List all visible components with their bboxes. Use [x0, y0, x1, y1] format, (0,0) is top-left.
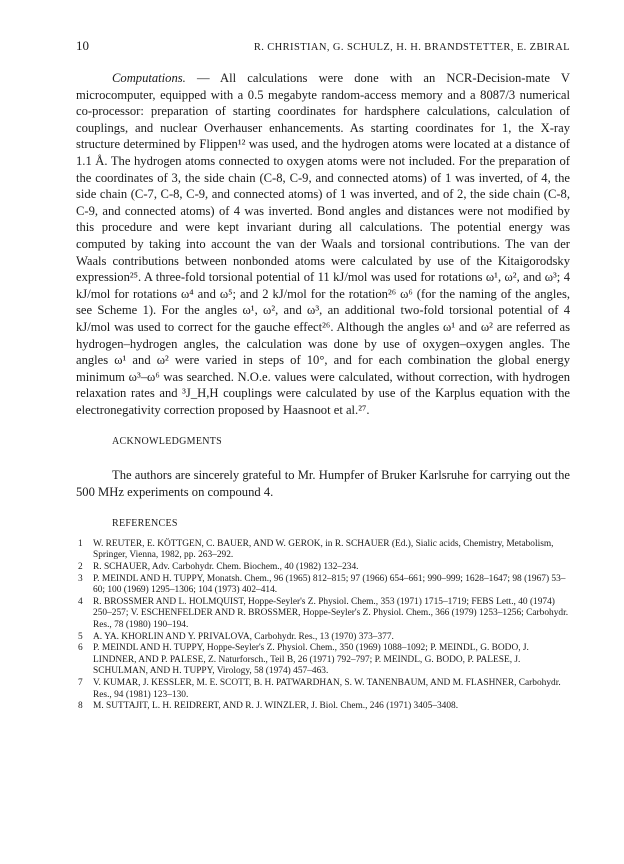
running-head: R. CHRISTIAN, G. SCHULZ, H. H. BRANDSTETTER, E. ZBIRAL — [253, 42, 570, 53]
reference-number: 5 — [78, 631, 83, 642]
reference-item — [76, 597, 570, 632]
reference-text: R. BROSSMER AND L. HOLMQUIST, Hoppe-Seyler's Z. Physiol. Chem., 353 (1971) 1715–1719; FEBS Lett., 40 (1974) 250–257; V. ESCHENFELDER AND R. BROSSMER, Hoppe-Seyler's Z. Physiol. Chem., 366 (1979) 1253–1256; Carbohydr. Res., 78 (1980) 190–194. — [93, 596, 569, 630]
reference-item — [76, 632, 570, 644]
reference-number: 3 — [78, 573, 83, 584]
acknowledgments-text: The authors are sincerely grateful to Mr. Humpfer of Bruker Karlsruhe for carrying out the 500 MHz experiments on compound 4. — [76, 468, 570, 499]
reference-item — [76, 643, 570, 678]
page-number: 10 — [76, 38, 89, 53]
reference-text: R. SCHAUER, Adv. Carbohydr. Chem. Biochem., 40 (1982) 132–234. — [93, 562, 359, 573]
reference-text: P. MEINDL AND H. TUPPY, Monatsh. Chem., 96 (1965) 812–815; 97 (1966) 654–661; 990–999; 1628–1647; 98 (1967) 53–60; 100 (1969) 1295–1306; 104 (1973) 402–414. — [93, 573, 566, 596]
reference-number: 8 — [78, 701, 83, 712]
reference-number: 2 — [78, 562, 83, 573]
references-list — [76, 539, 570, 713]
reference-item — [76, 701, 570, 713]
reference-text: W. REUTER, E. KÖTTGEN, C. BAUER, AND W. GEROK, in R. SCHAUER (Ed.), Sialic acids, Chemistry, Metabolism, Springer, Vienna, 1982, pp. 263–292. — [93, 538, 554, 561]
reference-item — [76, 574, 570, 597]
computations-paragraph — [76, 70, 570, 418]
reference-number: 4 — [78, 596, 83, 607]
reference-item — [76, 678, 570, 701]
computations-text: — All calculations were done with an NCR-Decision-mate V microcomputer, equipped with a 0.5 megabyte random-access memory and a 8087/3 numerical co-processor: preparation of starting coordinates for hardsphere calculations, calculation of couplings, and nuclear Overhauser enhancements. As starting coordinates for 1, the X-ray structure determined by Flippen¹² was used, and the hydrogen atoms were located at a distance of 1.1 Å. The hydrogen atoms connected to oxygen atoms were not included. For the preparation of the coordinates of 3, the side chain (C-8, C-9, and connected atoms) of 1 was inverted, of 4, the side chain (C-7, C-8, C-9, and connected atoms) of 1 was inverted, and of 2, the side chain (C-8, C-9, and connected atoms) of 4 was inverted. Bond angles and distances were not modified by this procedure and were kept invariant during all calculations. The potential energy was computed by taking into account the van der Waals and torsional contributions. The van der Waals contributions between nonbonded atoms were calculated by use of the Kitaigorodsky expression²⁵. A three-fold torsional potential of 11 kJ/mol was used for rotations ω¹, ω², and ω³; 4 kJ/mol for rotations ω⁴ and ω⁵; and 2 kJ/mol for the rotation²⁶ ω⁶ (for the naming of the angles, see Scheme 1). For the angles ω¹, ω², and ω³, an additional two-fold torsional potential of 4 kJ/mol was used to correct for the gauche effect²⁶. Although the angles ω¹ and ω² are referred as hydrogen–hydrogen angles, the calculation was done by use of oxygen–oxygen angles. The angles ω¹ and ω² were varied in steps of 10°, and for each combination the global energy minimum ω³–ω⁶ was searched. N.O.e. values were calculated, without correction, with hydrogen relaxation rates and ³J_H,H couplings were calculated by use of the Karplus equation with the electronegativity correction proposed by Haasnoot et al.²⁷. — [76, 71, 570, 417]
reference-item — [76, 562, 570, 574]
computations-heading: Computations. — [112, 71, 186, 85]
reference-text: M. SUTTAJIT, L. H. REIDRERT, AND R. J. WINZLER, J. Biol. Chem., 246 (1971) 3405–3408. — [93, 701, 459, 712]
reference-number: 7 — [78, 677, 83, 688]
page-header — [76, 38, 570, 54]
reference-item — [76, 539, 570, 562]
reference-text: A. YA. KHORLIN AND Y. PRIVALOVA, Carbohydr. Res., 13 (1970) 373–377. — [93, 631, 394, 642]
acknowledgments-heading: ACKNOWLEDGMENTS — [112, 436, 223, 448]
reference-text: V. KUMAR, J. KESSLER, M. E. SCOTT, B. H. PATWARDHAN, S. W. TANENBAUM, AND M. FLASHNER, Carbohydr. Res., 94 (1981) 123–130. — [93, 677, 561, 700]
article-body — [76, 70, 570, 713]
reference-number: 6 — [78, 643, 83, 654]
reference-text: P. MEINDL AND H. TUPPY, Hoppe-Seyler's Z. Physiol. Chem., 350 (1969) 1088–1092; P. MEINDL, G. BODO, J. LINDNER, AND P. PALESE, Z. Naturforsch., Teil B, 26 (1971) 792–797; P. MEINDL, G. BODO, P. PALESE, J. SCHULMAN, AND H. TUPPY, Virology, 58 (1974) 457–463. — [93, 643, 529, 677]
references-heading: REFERENCES — [112, 518, 178, 530]
reference-number: 1 — [78, 538, 83, 549]
